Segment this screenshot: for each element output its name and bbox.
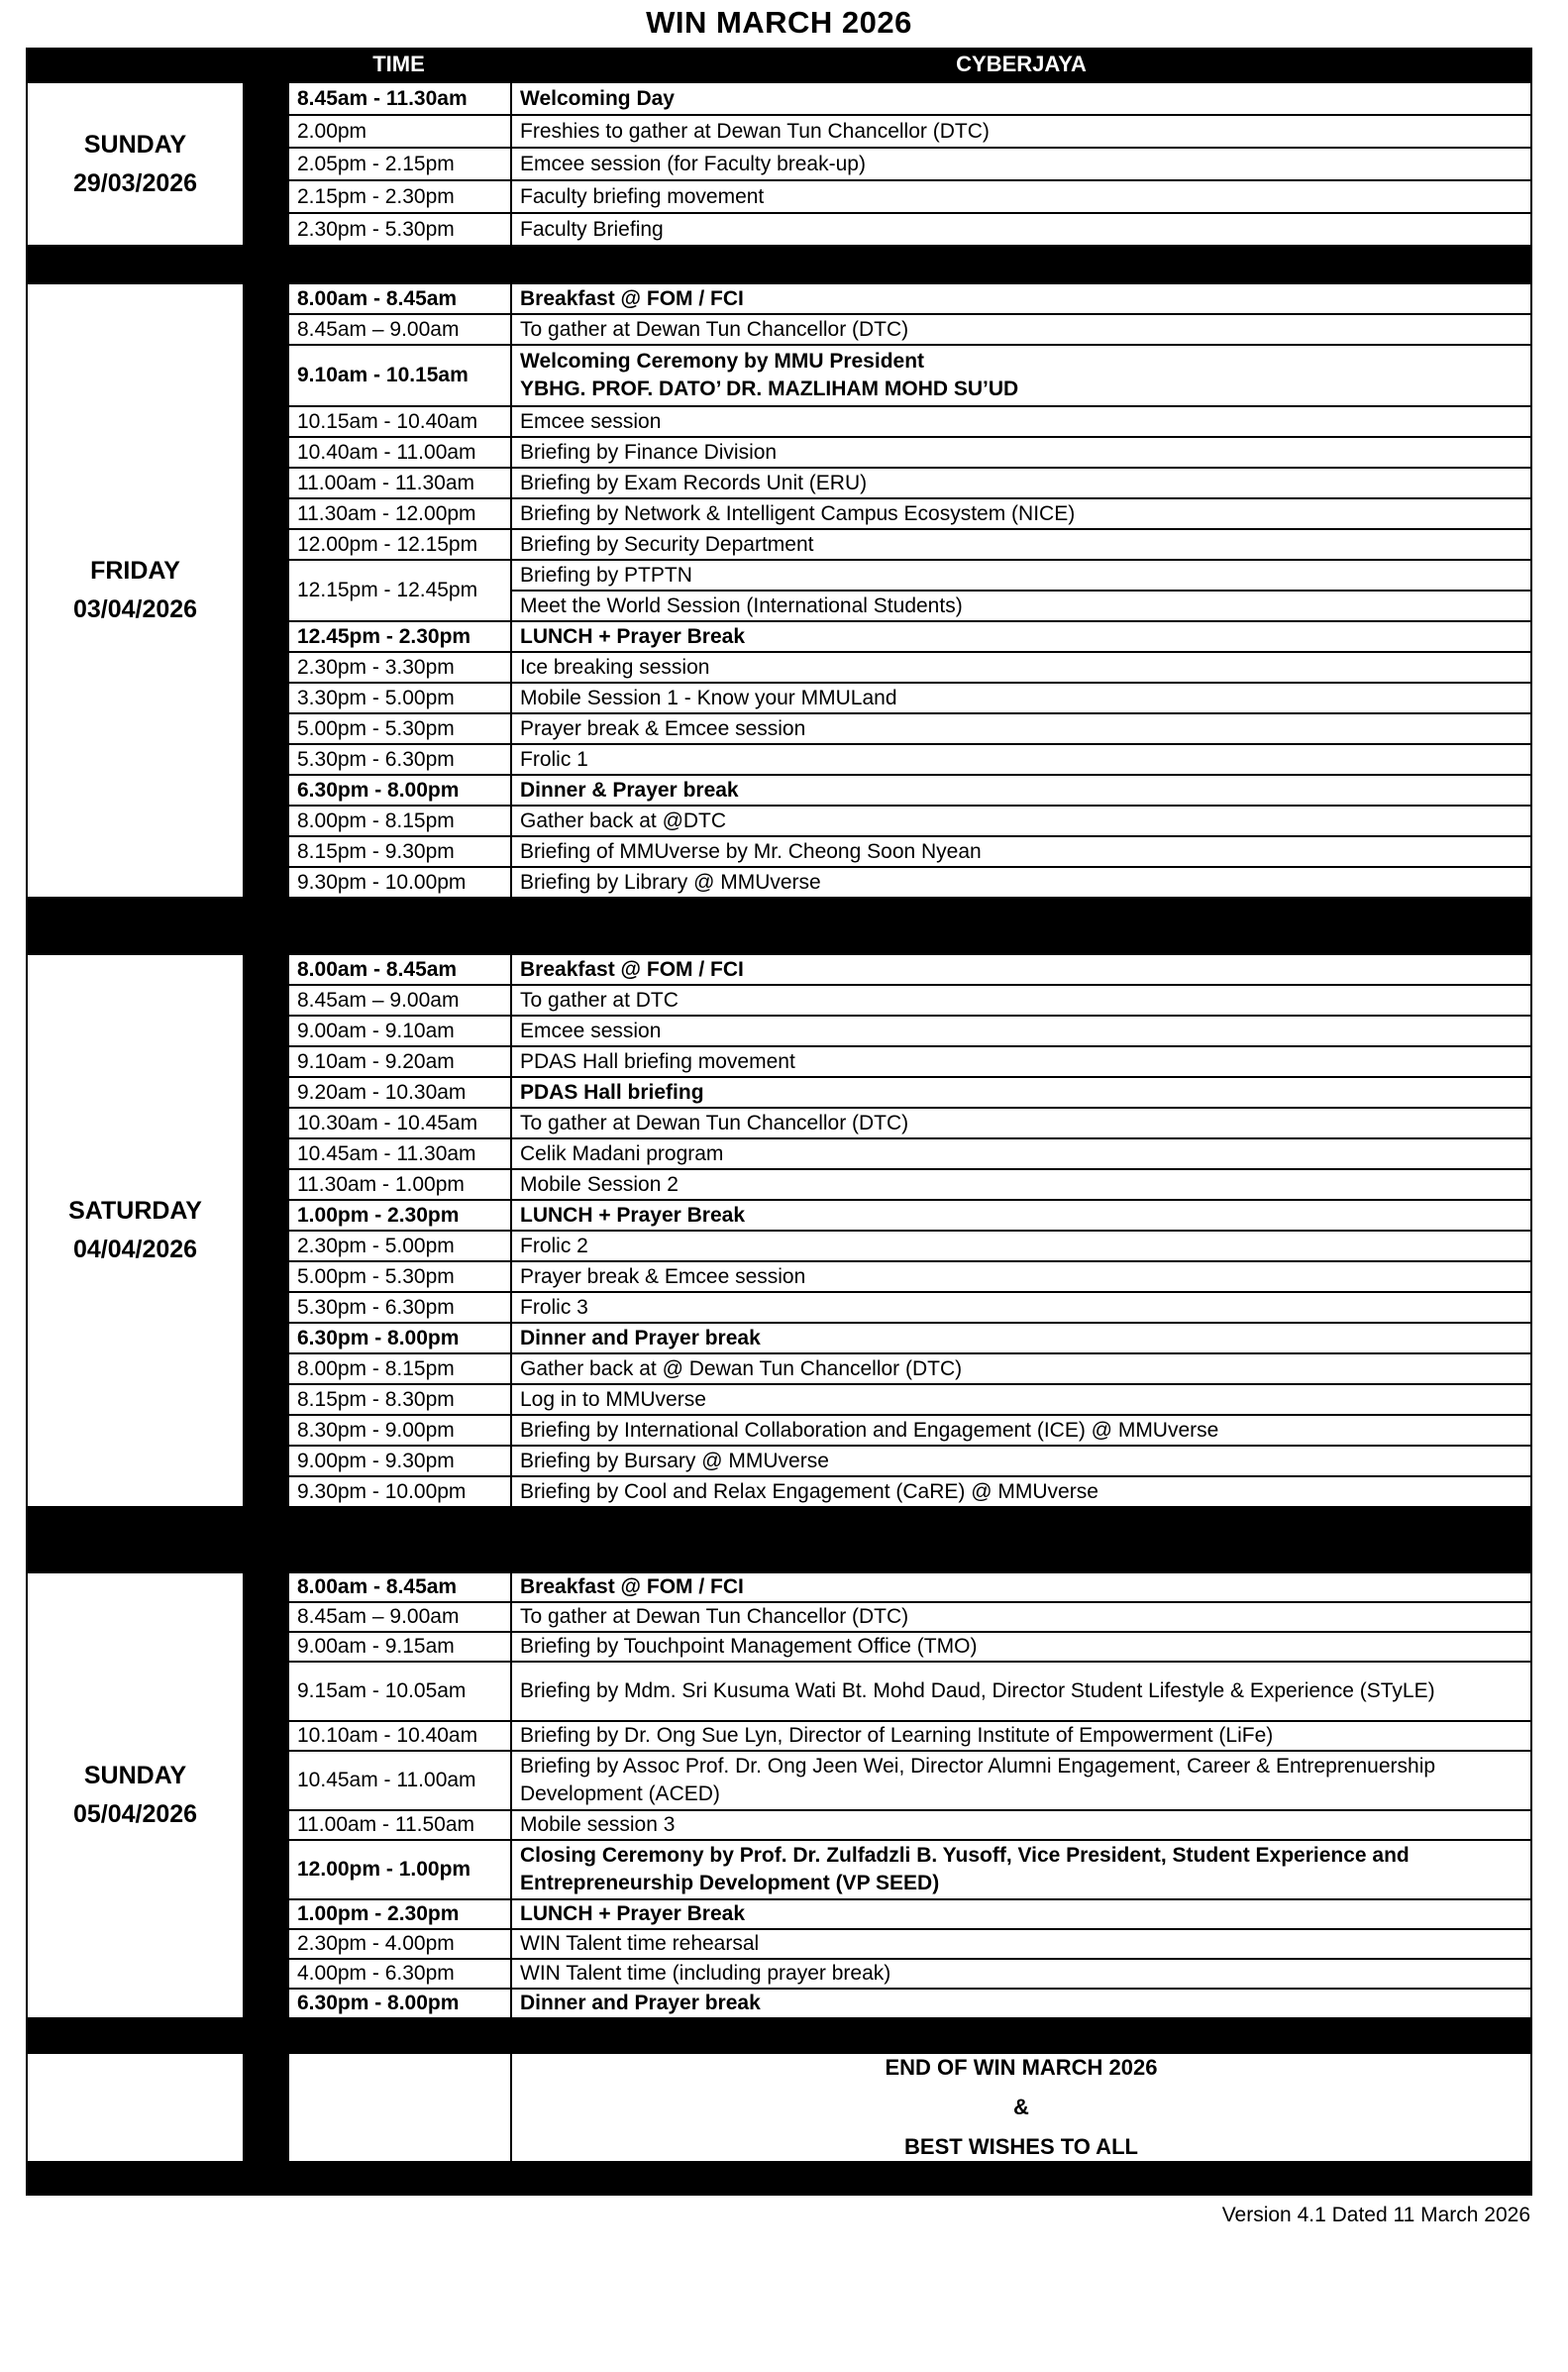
- time-cell: 12.00pm - 12.15pm: [288, 529, 511, 560]
- time-cell: 8.45am – 9.00am: [288, 1602, 511, 1632]
- schedule-table-wrap: [287, 1571, 1532, 2019]
- activity-cell: [511, 1384, 1531, 1415]
- activity-cell: [511, 1169, 1531, 1200]
- schedule-row: [288, 1415, 1531, 1446]
- schedule-row: [288, 1138, 1531, 1169]
- schedule-row: [288, 406, 1531, 437]
- schedule-row: [288, 775, 1531, 806]
- page-title: WIN MARCH 2026: [646, 5, 912, 40]
- table-header-bar: [26, 48, 1532, 81]
- schedule-row: [288, 1323, 1531, 1353]
- section-separator: [26, 2019, 1532, 2052]
- activity-cell: [511, 498, 1531, 529]
- time-cell: 6.30pm - 8.00pm: [288, 775, 511, 806]
- activity-cell: [511, 148, 1531, 180]
- day-section: [26, 81, 1532, 247]
- time-cell: 2.00pm: [288, 115, 511, 148]
- activity-text: Emcee session: [520, 409, 662, 433]
- activity-cell: [511, 621, 1531, 652]
- activity-cell: [511, 806, 1531, 836]
- activity-cell: [511, 1261, 1531, 1292]
- time-cell: 12.00pm - 1.00pm: [288, 1840, 511, 1899]
- day-section: [26, 1571, 1532, 2019]
- activity-text: Faculty Briefing: [520, 217, 664, 241]
- activity-cell: [511, 1077, 1531, 1108]
- activity-cell: [511, 1929, 1531, 1959]
- schedule-row: [288, 1446, 1531, 1476]
- activity-cell: [511, 1810, 1531, 1840]
- activity-text: Entrepreneurship Development (VP SEED): [520, 1872, 940, 1894]
- activity-cell: [511, 1292, 1531, 1323]
- activity-cell: [511, 560, 1531, 591]
- activity-text: Development (ACED): [520, 1782, 720, 1805]
- schedule-row: [288, 1108, 1531, 1138]
- activity-cell: [511, 115, 1531, 148]
- time-cell: 4.00pm - 6.30pm: [288, 1959, 511, 1989]
- activity-text: Mobile Session 1 - Know your MMULand: [520, 686, 897, 709]
- activity-cell: [511, 213, 1531, 246]
- time-cell: 8.45am – 9.00am: [288, 314, 511, 345]
- activity-text: Faculty briefing movement: [520, 184, 765, 208]
- schedule-row: [288, 652, 1531, 683]
- empty-day-cell: [26, 2052, 245, 2163]
- activity-text: Celik Madani program: [520, 1141, 724, 1165]
- schedule-row: [288, 621, 1531, 652]
- location-column-header: CYBERJAYA: [956, 52, 1087, 76]
- schedule-row: [288, 1169, 1531, 1200]
- day-name: FRIDAY: [90, 557, 180, 586]
- time-cell: 8.00am - 8.45am: [288, 1572, 511, 1602]
- activity-cell: [511, 1108, 1531, 1138]
- time-cell: 6.30pm - 8.00pm: [288, 1323, 511, 1353]
- schedule-row: [288, 1840, 1531, 1899]
- time-cell: 2.30pm - 4.00pm: [288, 1929, 511, 1959]
- time-cell: 8.30pm - 9.00pm: [288, 1415, 511, 1446]
- bottom-bar: [26, 2163, 1532, 2196]
- time-cell: 8.45am - 11.30am: [288, 82, 511, 115]
- schedule-row: [288, 713, 1531, 744]
- end-note: [512, 2054, 1530, 2161]
- time-cell: 8.15pm - 9.30pm: [288, 836, 511, 867]
- activity-text: WIN Talent time rehearsal: [520, 1932, 760, 1955]
- schedule-row: [288, 1231, 1531, 1261]
- schedule-row: [288, 867, 1531, 898]
- time-cell: 12.45pm - 2.30pm: [288, 621, 511, 652]
- time-cell: 11.00am - 11.50am: [288, 1810, 511, 1840]
- activity-cell: [511, 744, 1531, 775]
- day-cell: [26, 81, 245, 247]
- time-cell: 8.00am - 8.45am: [288, 283, 511, 314]
- left-rail-spacer: [245, 1571, 287, 2019]
- activity-text: Briefing by Bursary @ MMUverse: [520, 1449, 829, 1472]
- activity-text: To gather at Dewan Tun Chancellor (DTC): [520, 317, 909, 341]
- left-rail-spacer: [245, 282, 287, 899]
- activity-cell: [511, 437, 1531, 468]
- schedule-row: [288, 148, 1531, 180]
- activity-text: Briefing by Cool and Relax Engagement (CaRE) @ MMUverse: [520, 1479, 1098, 1503]
- day-name: SUNDAY: [83, 1762, 187, 1790]
- activity-text: Prayer break & Emcee session: [520, 716, 806, 740]
- schedule-row: [288, 314, 1531, 345]
- day-name: SUNDAY: [83, 130, 187, 159]
- end-note-line: &: [1013, 2095, 1029, 2119]
- schedule-row: [288, 683, 1531, 713]
- activity-text: Ice breaking session: [520, 655, 710, 679]
- activity-text: Frolic 2: [520, 1234, 588, 1257]
- activity-text: Briefing by Mdm. Sri Kusuma Wati Bt. Mohd Daud, Director Student Lifestyle & Experience (STyLE): [520, 1679, 1435, 1702]
- time-cell: 9.10am - 10.15am: [288, 345, 511, 406]
- time-cell: 10.10am - 10.40am: [288, 1721, 511, 1751]
- activity-text: Mobile session 3: [520, 1813, 676, 1836]
- time-cell: 9.00pm - 9.30pm: [288, 1446, 511, 1476]
- activity-text: Dinner and Prayer break: [520, 1326, 761, 1349]
- activity-text: Freshies to gather at Dewan Tun Chancellor (DTC): [520, 119, 990, 143]
- schedule-row: [288, 1261, 1531, 1292]
- time-cell: 2.15pm - 2.30pm: [288, 180, 511, 213]
- schedule-row: [288, 1572, 1531, 1602]
- time-cell: 5.30pm - 6.30pm: [288, 744, 511, 775]
- activity-cell: [511, 1476, 1531, 1507]
- schedule-row: [288, 1292, 1531, 1323]
- activity-text: Briefing by Security Department: [520, 532, 814, 556]
- activity-cell: [511, 1751, 1531, 1810]
- schedule-row: [288, 1929, 1531, 1959]
- activity-text: Frolic 1: [520, 747, 588, 771]
- activity-text: Closing Ceremony by Prof. Dr. Zulfadzli B. Yusoff, Vice President, Student Experience and: [520, 1844, 1410, 1867]
- schedule-row: [288, 213, 1531, 246]
- time-cell: 5.00pm - 5.30pm: [288, 1261, 511, 1292]
- schedule-row: [288, 1016, 1531, 1046]
- schedule-row: [288, 1602, 1531, 1632]
- time-cell: 10.45am - 11.30am: [288, 1138, 511, 1169]
- schedule-row: [288, 1384, 1531, 1415]
- activity-text: To gather at DTC: [520, 988, 679, 1012]
- schedule-table-wrap: [287, 81, 1532, 247]
- schedule-row: [288, 1353, 1531, 1384]
- day-cell: [26, 1571, 245, 2019]
- day-sections: [26, 81, 1532, 2019]
- activity-text: Briefing by International Collaboration and Engagement (ICE) @ MMUverse: [520, 1418, 1219, 1442]
- time-cell: 2.30pm - 5.00pm: [288, 1231, 511, 1261]
- activity-text: Gather back at @DTC: [520, 809, 727, 832]
- activity-cell: [511, 1632, 1531, 1662]
- schedule-table: [287, 282, 1532, 899]
- schedule-row: [288, 744, 1531, 775]
- day-cell: [26, 282, 245, 899]
- time-cell: 10.40am - 11.00am: [288, 437, 511, 468]
- activity-cell: [511, 591, 1531, 621]
- schedule-row: [288, 1632, 1531, 1662]
- activity-text: Frolic 3: [520, 1295, 588, 1319]
- activity-cell: [511, 1016, 1531, 1046]
- end-note-line: END OF WIN MARCH 2026: [885, 2055, 1158, 2080]
- time-cell: 6.30pm - 8.00pm: [288, 1989, 511, 2018]
- activity-text: Welcoming Day: [520, 86, 675, 110]
- activity-cell: [511, 529, 1531, 560]
- activity-cell: [511, 1231, 1531, 1261]
- schedule-row: [288, 1959, 1531, 1989]
- activity-cell: [511, 1323, 1531, 1353]
- activity-cell: [511, 683, 1531, 713]
- schedule-row: [288, 1662, 1531, 1721]
- activity-text: Briefing by Touchpoint Management Office (TMO): [520, 1635, 978, 1658]
- activity-text: Dinner and Prayer break: [520, 1992, 761, 2014]
- schedule-row: [288, 283, 1531, 314]
- time-cell: 8.00pm - 8.15pm: [288, 1353, 511, 1384]
- activity-text: Breakfast @ FOM / FCI: [520, 286, 744, 310]
- schedule-row: [288, 437, 1531, 468]
- left-rail-spacer: [245, 81, 287, 247]
- activity-text: PDAS Hall briefing movement: [520, 1049, 795, 1073]
- activity-text: Briefing by Assoc Prof. Dr. Ong Jeen Wei, Director Alumni Engagement, Career & Entreprenuership: [520, 1755, 1436, 1778]
- activity-cell: [511, 314, 1531, 345]
- activity-cell: [511, 180, 1531, 213]
- schedule-row: [288, 1200, 1531, 1231]
- schedule-table: [287, 953, 1532, 1508]
- schedule-row: [288, 115, 1531, 148]
- day-date: 05/04/2026: [72, 1800, 198, 1828]
- schedule-row: [288, 806, 1531, 836]
- time-cell: 1.00pm - 2.30pm: [288, 1899, 511, 1929]
- schedule-row: [288, 1721, 1531, 1751]
- day-date: 29/03/2026: [72, 168, 198, 197]
- activity-cell: [511, 345, 1531, 406]
- day-date: 04/04/2026: [72, 1236, 198, 1263]
- left-rail-spacer: [245, 2052, 287, 2163]
- time-cell: 9.30pm - 10.00pm: [288, 867, 511, 898]
- schedule-table-wrap: [287, 953, 1532, 1508]
- time-cell: 8.00pm - 8.15pm: [288, 806, 511, 836]
- activity-cell: [511, 1721, 1531, 1751]
- activity-text: Breakfast @ FOM / FCI: [520, 1575, 744, 1598]
- schedule-row: [288, 180, 1531, 213]
- activity-cell: [511, 985, 1531, 1016]
- empty-time-cell: [289, 2054, 512, 2161]
- activity-cell: [511, 1353, 1531, 1384]
- activity-text: Briefing by PTPTN: [520, 563, 692, 587]
- section-separator: [26, 1508, 1532, 1571]
- activity-text: Prayer break & Emcee session: [520, 1264, 806, 1288]
- activity-text: Emcee session: [520, 1019, 662, 1042]
- activity-text: Gather back at @ Dewan Tun Chancellor (DTC): [520, 1356, 963, 1380]
- time-cell: 2.30pm - 3.30pm: [288, 652, 511, 683]
- activity-cell: [511, 1899, 1531, 1929]
- time-cell: 8.00am - 8.45am: [288, 954, 511, 985]
- time-cell: 9.20am - 10.30am: [288, 1077, 511, 1108]
- schedule-row: [288, 836, 1531, 867]
- activity-cell: [511, 82, 1531, 115]
- activity-cell: [511, 652, 1531, 683]
- activity-text: Mobile Session 2: [520, 1172, 679, 1196]
- activity-cell: [511, 1662, 1531, 1721]
- schedule-row: [288, 1899, 1531, 1929]
- version-note: Version 4.1 Dated 11 March 2026: [1221, 2204, 1530, 2226]
- time-cell: 9.00am - 9.10am: [288, 1016, 511, 1046]
- activity-cell: [511, 1446, 1531, 1476]
- time-cell: 9.30pm - 10.00pm: [288, 1476, 511, 1507]
- activity-text: Breakfast @ FOM / FCI: [520, 957, 744, 981]
- schedule-row: [288, 1989, 1531, 2018]
- activity-text: LUNCH + Prayer Break: [520, 624, 746, 648]
- activity-cell: [511, 1959, 1531, 1989]
- activity-cell: [511, 283, 1531, 314]
- activity-text: Briefing by Network & Intelligent Campus Ecosystem (NICE): [520, 501, 1076, 525]
- schedule-row: [288, 560, 1531, 591]
- schedule-row: [288, 1751, 1531, 1810]
- time-cell: 10.45am - 11.00am: [288, 1751, 511, 1810]
- activity-text: Emcee session (for Faculty break-up): [520, 152, 866, 175]
- time-cell: 8.45am – 9.00am: [288, 985, 511, 1016]
- schedule-row: [288, 468, 1531, 498]
- activity-text: Briefing by Exam Records Unit (ERU): [520, 471, 868, 494]
- activity-cell: [511, 1046, 1531, 1077]
- time-cell: 9.10am - 9.20am: [288, 1046, 511, 1077]
- schedule-row: [288, 529, 1531, 560]
- schedule-row: [288, 1077, 1531, 1108]
- activity-cell: [511, 1415, 1531, 1446]
- schedule-row: [288, 345, 1531, 406]
- activity-text: Briefing by Library @ MMUverse: [520, 870, 821, 894]
- schedule-table: [287, 1571, 1532, 2019]
- activity-text: Briefing by Dr. Ong Sue Lyn, Director of Learning Institute of Empowerment (LiFe): [520, 1724, 1274, 1747]
- activity-text: Log in to MMUverse: [520, 1387, 706, 1411]
- activity-cell: [511, 1840, 1531, 1899]
- section-separator: [26, 247, 1532, 282]
- end-note-line: BEST WISHES TO ALL: [904, 2134, 1138, 2159]
- time-cell: 5.30pm - 6.30pm: [288, 1292, 511, 1323]
- schedule-row: [288, 1810, 1531, 1840]
- activity-text: To gather at Dewan Tun Chancellor (DTC): [520, 1111, 909, 1134]
- time-cell: 5.00pm - 5.30pm: [288, 713, 511, 744]
- schedule-row: [288, 1046, 1531, 1077]
- activity-text: Briefing of MMUverse by Mr. Cheong Soon Nyean: [520, 839, 982, 863]
- day-section: [26, 953, 1532, 1508]
- time-column-header: TIME: [372, 52, 425, 76]
- activity-text: Dinner & Prayer break: [520, 778, 739, 802]
- time-cell: 11.30am - 1.00pm: [288, 1169, 511, 1200]
- activity-cell: [511, 406, 1531, 437]
- activity-cell: [511, 867, 1531, 898]
- day-section: [26, 282, 1532, 899]
- activity-cell: [511, 1138, 1531, 1169]
- time-cell: 9.00am - 9.15am: [288, 1632, 511, 1662]
- time-cell: 10.30am - 10.45am: [288, 1108, 511, 1138]
- day-date: 03/04/2026: [72, 595, 198, 623]
- schedule-table: [287, 81, 1532, 247]
- activity-cell: [511, 775, 1531, 806]
- time-cell: 3.30pm - 5.00pm: [288, 683, 511, 713]
- time-cell: 8.15pm - 8.30pm: [288, 1384, 511, 1415]
- activity-text: WIN Talent time (including prayer break): [520, 1962, 891, 1985]
- activity-cell: [511, 1602, 1531, 1632]
- time-cell: 2.05pm - 2.15pm: [288, 148, 511, 180]
- activity-text: Briefing by Finance Division: [520, 440, 778, 464]
- activity-cell: [511, 713, 1531, 744]
- time-cell: 12.15pm - 12.45pm: [288, 560, 511, 621]
- schedule-content: [26, 0, 1532, 2227]
- end-note-box: [287, 2052, 1532, 2163]
- end-note-section: [26, 2052, 1532, 2163]
- time-cell: 11.30am - 12.00pm: [288, 498, 511, 529]
- left-rail-spacer: [245, 953, 287, 1508]
- activity-text: Welcoming Ceremony by MMU President: [520, 350, 925, 373]
- schedule-row: [288, 1476, 1531, 1507]
- section-separator: [26, 899, 1532, 953]
- activity-cell: [511, 954, 1531, 985]
- activity-cell: [511, 1989, 1531, 2018]
- activity-text: To gather at Dewan Tun Chancellor (DTC): [520, 1605, 909, 1628]
- time-cell: 10.15am - 10.40am: [288, 406, 511, 437]
- activity-cell: [511, 1572, 1531, 1602]
- activity-text: LUNCH + Prayer Break: [520, 1203, 746, 1227]
- time-cell: 1.00pm - 2.30pm: [288, 1200, 511, 1231]
- day-name: SATURDAY: [68, 1197, 202, 1226]
- activity-text: Meet the World Session (International Students): [520, 593, 963, 617]
- time-cell: 2.30pm - 5.30pm: [288, 213, 511, 246]
- time-cell: 11.00am - 11.30am: [288, 468, 511, 498]
- activity-text: YBHG. PROF. DATO’ DR. MAZLIHAM MOHD SU’UD: [520, 377, 1019, 400]
- schedule-table-wrap: [287, 282, 1532, 899]
- activity-cell: [511, 1200, 1531, 1231]
- activity-text: PDAS Hall briefing: [520, 1080, 704, 1104]
- schedule-row: [288, 985, 1531, 1016]
- activity-text: LUNCH + Prayer Break: [520, 1902, 746, 1925]
- schedule-row: [288, 82, 1531, 115]
- time-cell: 9.15am - 10.05am: [288, 1662, 511, 1721]
- schedule-row: [288, 954, 1531, 985]
- activity-cell: [511, 836, 1531, 867]
- activity-cell: [511, 468, 1531, 498]
- day-cell: [26, 953, 245, 1508]
- schedule-row: [288, 498, 1531, 529]
